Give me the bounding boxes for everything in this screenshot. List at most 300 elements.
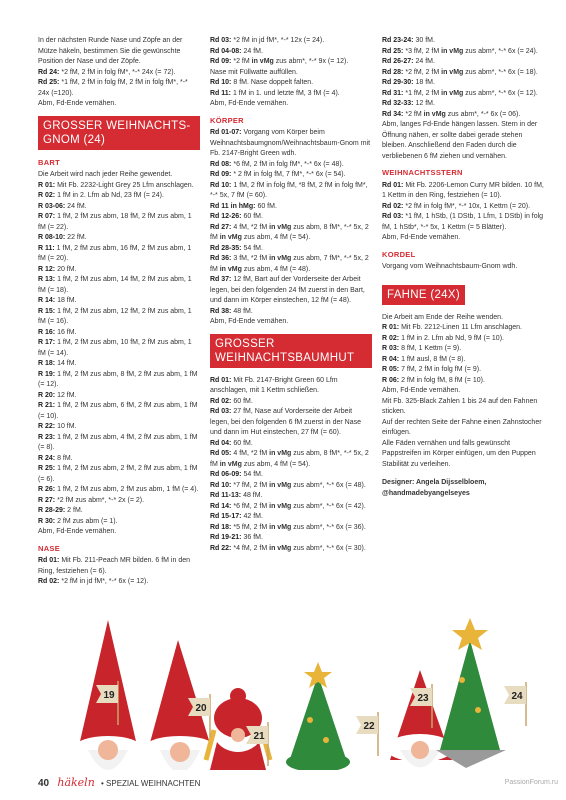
instruction-line [210,68,372,79]
row-label: Rd 10: [210,481,232,489]
row-label: Rd 12-26: [210,213,242,220]
row-label: R 26: [38,486,56,493]
row-text: Abm, Fd-Ende vernähen. [38,100,117,107]
instruction-line [210,317,372,328]
row-label: R 12: [38,265,56,273]
row-text: in vMg [269,450,292,457]
row-label: R 16: [38,328,56,336]
row-label: Rd 02: [382,202,404,210]
row-text: *2 fM in folg fM*, *-* 10x, 1 Kettm (= 20). [403,202,531,210]
instruction-line [210,89,372,100]
row-label: R 05: [382,366,400,373]
instruction-line [210,47,372,58]
row-text: Abm, Fd-Ende vernähen. [210,318,289,325]
instruction-line [382,110,544,121]
instruction-line [382,376,544,387]
row-label: R 24: [38,454,56,462]
row-text: in vMg [269,481,292,489]
row-text: 1 fM, 2 fM zus abm, 10 fM, 2 fM zus abm, 1 fM (= 14). [38,339,192,357]
row-text: 8 fM. Nase doppelt falten. [231,79,314,86]
row-text: Vorgang vom Weihnachtsbaum-Gnom wdh. [382,263,518,270]
baumhut-instructions [210,376,372,555]
row-text: 1 fM in 1. und letzte fM, 3 fM (= 4). [231,89,340,97]
instruction-line [210,275,372,307]
row-text: 22 fM. [65,234,87,241]
instruction-line [38,577,200,588]
row-label: Rd 04: [210,439,232,447]
instruction-line [210,307,372,318]
instruction-line [38,170,200,181]
row-label: R 13: [38,276,56,283]
row-label: Rd 03: [382,213,404,220]
row-label: R 15: [38,307,56,315]
row-text: 20 fM. [55,265,77,273]
instruction-line [382,212,544,233]
instruction-line [210,439,372,450]
row-text: 60 fM. [231,439,253,447]
nase-instructions [38,556,200,588]
row-text: in vMg [269,223,292,231]
instruction-line [38,68,200,79]
row-text: 4 fM, *2 fM [231,223,270,231]
row-label: Rd 05: [210,450,232,457]
row-label: Rd 24: [38,68,60,76]
instruction-line [210,254,372,275]
section-heading-gnom: GROSSER WEIHNACHTS-GNOM (24) [38,116,200,150]
row-text: 2 fM. [65,507,83,514]
row-text: Vorgang vom Körper beim Weihnachtsbaumgnom/Weihnachtsbaum-Gnom mit Fb. 2147-Bright Green wdh. [210,129,371,157]
instruction-line [38,275,200,296]
row-label: R 22: [38,423,56,430]
row-text: *2 fM in jd fM*, *-* 12x (= 24). [231,37,325,44]
instruction-line [38,391,200,402]
row-text: 48 fM. [231,307,253,315]
row-text: 4 fM, *2 fM [231,450,270,457]
row-text: *1 fM, 2 fM [403,89,442,97]
row-label: Rd 23-24: [382,37,414,44]
instruction-line [210,170,372,181]
row-label: R 28-29: [38,507,66,514]
flag-number: 19 [103,690,115,701]
subheading-koerper: KÖRPER [210,115,244,125]
instruction-line [38,78,200,99]
instruction-line [38,181,200,192]
row-text: 1 fM, 2 fM zus abm, 4 fM, 2 fM zus abm, 1 fM (= 8). [38,433,198,451]
row-text: 3 fM, *2 fM [231,255,270,262]
row-text: Abm, langes Fd-Ende hängen lassen. Stern in der Öffnung nähen, er sollte dabei gerade stehen bleiben. Anschließend den Faden durch die verbliebenen 6 fM ziehen und vernähen. [382,121,538,160]
instruction-line [210,78,372,89]
gnome-green-small [286,662,350,770]
row-label: R 02: [382,334,400,342]
row-text: 12 fM. [413,100,435,107]
row-text: in vMg [219,265,242,273]
row-label: Rd 10: [210,181,232,189]
row-text: 7 fM, 2 fM in folg fM (= 9). [399,366,482,373]
row-label: R 01: [382,324,400,331]
instruction-line [382,36,544,47]
row-label: R 11: [38,244,55,252]
row-text: *2 fM, 2 fM [403,68,442,76]
instruction-line [210,57,372,68]
row-text: in vMg [219,460,242,468]
instruction-line [38,527,200,538]
instruction-line [38,328,200,339]
row-label: Rd 22: [210,544,232,552]
row-text: *2 fM [231,58,252,65]
row-text: 18 fM. [55,297,77,304]
row-label: Rd 11: [210,89,232,97]
subheading-nase: NASE [38,543,61,553]
instruction-line [38,401,200,422]
nase-continued-text [210,36,372,110]
row-text: *2 fM, 2 fM in folg fM*, *-* 24x (= 72). [59,68,176,76]
row-text: 1 fM, 2 fM zus abm, 14 fM, 2 fM zus abm, 1 fM (= 18). [38,276,192,294]
row-label: Rd 02: [38,578,60,585]
row-text: Die Arbeit am Ende der Reihe wenden. [382,313,504,321]
row-text: in vMg [219,234,242,241]
row-text: Abm, Fd-Ende vernähen. [38,528,117,535]
row-text: in vMg [441,68,464,76]
row-text: In der nächsten Runde Nase und Zöpfe an der Mütze häkeln, bestimmen Sie die gewünschte Position der Nase und der Zöpfe. [38,37,183,65]
row-label: Rd 01: [38,557,60,564]
row-text: 1 fM, 2 fM zus abm, 12 fM, 2 fM zus abm, 1 fM (= 16). [38,307,192,325]
instruction-line [382,344,544,355]
row-text: 30 fM. [413,37,435,44]
row-text: Auf der rechten Seite der Fahne einen Zahnstocher einfügen. [382,418,542,436]
row-label: Rd 04-08: [210,47,242,55]
row-label: Rd 01: [210,376,232,384]
instruction-line [382,323,544,334]
row-label: Rd 15-17: [210,513,242,520]
row-label: Rd 19-21: [210,534,242,541]
row-label: R 14: [38,297,56,304]
row-text: 36 fM. [241,534,263,541]
row-text: 1 fM, 2 fM in folg fM, *8 fM, 2 fM in folg fM*, *-* 5x, 7 fM (= 60). [210,181,368,199]
instruction-line [382,439,544,471]
row-text: Mit Fb. 2147-Bright Green 60 Lfm anschlagen, mit 1 Kettm schließen. [210,376,338,394]
row-label: Rd 25: [382,47,404,55]
row-label: Rd 31: [382,89,404,97]
row-text: *1 fM, 1 hStb, (1 DStb, 1 Lfm, 1 DStb) in folg fM, 1 hStb*, *-* 5x, 1 Kettm (= 5 Blätter). [382,213,544,231]
row-label: Rd 02: [210,397,232,405]
row-label: R 23: [38,433,56,441]
row-text: 1 fM, 2 fM zus abm, 16 fM, 2 fM zus abm, 1 fM (= 20). [38,244,192,262]
row-label: R 21: [38,402,56,409]
row-label: R 19: [38,370,56,378]
row-text: zus abm*, *-* 6x (= 06). [445,110,521,118]
flag-number: 23 [417,693,429,704]
instruction-line [38,307,200,328]
instruction-line [382,355,544,366]
row-text: *2 fM [403,110,424,118]
row-text: 60 fM. [255,202,277,210]
row-text: 24 fM. [241,47,263,55]
mütze-finish-text [38,36,200,110]
row-text: in vMg [423,110,446,118]
instruction-line [210,481,372,492]
row-text: Mit Fb. 325-Black Zahlen 1 bis 24 auf den Fahnen sticken. [382,397,538,415]
row-label: Rd 08: [210,160,232,168]
row-label: Rd 09: [210,171,232,178]
row-text: 1 fM ausl, 8 fM (= 8). [399,355,466,363]
instruction-line [382,365,544,376]
flag-24 [504,682,526,726]
row-text: 1 fM, 2 fM zus abm, 2 fM, 2 fM zus abm, 1 fM (= 6). [38,465,198,483]
instruction-line [38,556,200,577]
kordel-instructions [382,262,544,273]
instruction-line [38,202,200,213]
instruction-line [38,496,200,507]
section-heading-fahne: FAHNE (24X) [382,285,465,305]
row-text: in vMg [441,47,464,55]
flag-number: 24 [511,691,523,702]
column-3 [382,36,544,499]
instruction-line [210,181,372,202]
row-text: * 2 fM in folg fM, 7 fM*, *-* 6x (= 54). [231,171,346,178]
page-number: 40 [38,778,50,789]
row-text: in vMg [269,523,292,531]
column-2 [210,36,372,554]
row-text: 12 fM. [55,391,77,399]
stern-instructions [382,181,544,244]
instruction-line [38,191,200,202]
row-text: Mit Fb. 2232-Light Grey 25 Lfm anschlagen. [55,181,194,189]
instruction-line [382,418,544,439]
row-text: 24 fM. [413,58,435,65]
instruction-line [382,233,544,244]
row-text: 60 fM. [231,397,253,405]
row-text: Mit Fb. 211-Peach MR bilden. 6 fM in den Ring, festziehen (= 6). [38,557,191,575]
row-text: zus abm*, *-* 6x (= 24). [463,47,538,55]
gnome-green-tall [436,618,506,768]
row-label: Rd 11-13: [210,492,242,499]
row-text: 10 fM. [55,423,77,430]
row-text: 1 fM, 2 fM zus abm, 18 fM, 2 fM zus abm, 1 fM (= 22). [38,213,192,231]
row-text: in vMg [441,89,464,97]
instruction-line [38,99,200,110]
row-label: Rd 18: [210,523,232,531]
row-text: zus abm, 7 fM*, *-* 5x, 2 fM [210,255,369,273]
section-name: • SPEZIAL WEIHNACHTEN [101,779,201,788]
row-label: R 01: [38,181,56,189]
instruction-line [210,470,372,481]
gnome-illustration [0,600,566,770]
bart-instructions [38,170,200,538]
row-label: Rd 03: [210,408,232,415]
row-label: R 20: [38,391,56,399]
instruction-line [210,223,372,244]
instruction-line [210,99,372,110]
row-label: Rd 01: [382,181,404,189]
row-text: in vMg [269,502,292,510]
row-label: R 04: [382,355,400,363]
row-text: Abm, Fd-Ende vernähen. [382,234,461,241]
instruction-line [210,160,372,171]
row-text: *3 fM, 2 fM [403,47,442,55]
instruction-line [38,359,200,370]
flag-number: 22 [363,721,375,732]
row-text: zus abm*, *-* 6x (= 48). [291,481,366,489]
designer-credit: Designer: Angela Dijsselbloem, @handmadebyangelseyes [382,479,487,497]
instruction-line [382,78,544,89]
row-label: R 27: [38,496,56,504]
row-text: zus abm, 8 fM*, *-* 5x, 2 fM [210,450,369,468]
instruction-line [210,544,372,555]
row-text: 24 fM. [65,202,87,210]
row-label: Rd 01-07: [210,129,242,136]
fahne-instructions [382,313,544,471]
instruction-line [38,485,200,496]
row-label: Rd 29-30: [382,79,414,86]
row-text: *2 fM zus abm*, *-* 2x (= 2). [55,496,145,504]
instruction-line [38,464,200,485]
row-text: 16 fM. [55,328,77,336]
row-text: *4 fM, 2 fM [231,544,270,552]
row-label: R 18: [38,360,56,367]
row-text: 54 fM. [241,471,263,478]
row-text: zus abm*, *-* 6x (= 18). [463,68,538,76]
instruction-line [382,99,544,110]
instruction-line [38,244,200,265]
row-text: Mit Fb. 2206-Lemon Curry MR bilden. 10 fM, 1 Kettm in den Ring, festziehen (= 10). [382,181,544,199]
row-label: R 06: [382,376,400,384]
row-text: in vMg [251,58,274,65]
instruction-line [382,262,544,273]
row-text: zus abm, 4 fM (= 48). [241,265,311,273]
instruction-line [38,212,200,233]
row-text: zus abm, 4 fM (= 54). [241,234,311,241]
instruction-line [382,120,544,162]
row-text: Alle Fäden vernähen und falls gewünscht Pappstreifen im Körper einfügen, um den Puppen Stabilität zu verleihen. [382,439,536,468]
instruction-line [38,233,200,244]
row-text: 54 fM. [241,244,263,252]
row-text: *6 fM, 2 fM [231,502,270,510]
instruction-line [382,89,544,100]
row-label: Rd 10: [210,79,232,86]
row-text: zus abm, 8 fM*, *-* 5x, 2 fM [210,223,369,241]
instruction-line [210,523,372,534]
instruction-line [382,386,544,397]
instruction-line [210,128,372,160]
instruction-line [382,334,544,345]
instruction-line [382,397,544,418]
row-text: zus abm*, *-* 6x (= 36). [291,523,366,531]
row-label: Rd 37: [210,276,232,283]
instruction-line [38,422,200,433]
instruction-line [38,36,200,68]
row-text: zus abm*, *-* 6x (= 30). [291,544,366,552]
row-text: 1 fM, 2 fM zus abm, 2 fM zus abm, 1 fM (= 4). [55,486,199,493]
row-text: in vMg [269,255,292,262]
row-label: Rd 14: [210,502,232,510]
row-label: Rd 32-33: [382,100,414,107]
row-label: Rd 09: [210,58,232,65]
row-label: Rd 28: [382,68,404,76]
row-label: R 25: [38,465,56,472]
row-text: 2 fM in folg fM, 8 fM (= 10). [399,376,485,384]
row-text: zus abm*, *-* 6x (= 42). [291,502,366,510]
flag-22 [356,712,378,756]
instruction-line [38,454,200,465]
row-label: Rd 36: [210,255,232,262]
row-text: *6 fM, 2 fM in folg fM*, *-* 6x (= 48). [231,160,344,168]
instruction-line [382,68,544,79]
flag-number: 21 [253,731,265,742]
instruction-line [38,506,200,517]
row-text: 48 fM. [241,492,263,499]
row-text: 60 fM. [241,213,263,220]
column-1 [38,36,200,588]
row-text: 8 fM. [55,454,73,462]
row-text: *7 fM, 2 fM [231,481,270,489]
instruction-line [210,202,372,213]
instruction-line [210,491,372,502]
instruction-line [38,433,200,454]
instruction-line [210,407,372,439]
row-text: *5 fM, 2 fM [231,523,270,531]
instruction-line [38,517,200,528]
row-text: 18 fM. [413,79,435,86]
row-label: R 17: [38,339,56,346]
row-label: Rd 25: [38,79,60,86]
row-text: Mit Fb. 2212-Linen 11 Lfm anschlagen. [399,324,522,331]
instruction-line [382,57,544,68]
row-label: R 08-10: [38,234,66,241]
section-heading-baumhut: GROSSER WEIHNACHTSBAUMHUT [210,334,372,368]
row-text: 12 fM, Bart auf der Vorderseite der Arbeit legen, bei den folgenden 24 fM zuerst in den Bart, und dann im Körper einstechen, 12 fM (= 48). [210,276,365,304]
row-text: Abm, Fd-Ende vernähen. [382,387,461,394]
row-label: Rd 11 in hMg: [210,202,256,210]
instruction-line [210,533,372,544]
instruction-line [38,296,200,307]
row-label: R 07: [38,213,56,220]
row-label: R 02: [38,192,56,199]
row-text: 8 fM, 1 Kettm (= 9). [399,345,462,352]
row-label: R 03: [382,345,400,352]
instruction-line [210,397,372,408]
row-label: R 30: [38,517,56,525]
row-text: zus abm*, *-* 6x (= 12). [463,89,538,97]
magazine-brand: häkeln [57,776,95,789]
row-label: R 03-06: [38,202,66,210]
row-label: Rd 27: [210,223,232,231]
row-text: Abm, Fd-Ende vernähen. [210,100,289,107]
subheading-kordel: KORDEL [382,249,416,259]
row-label: Rd 03: [210,37,232,44]
row-text: 1 fM in 2. Lfm ab Nd, 9 fM (= 10). [399,334,504,342]
row-text: in vMg [269,544,292,552]
row-text: zus abm, 4 fM (= 54). [241,460,311,468]
flag-number: 20 [195,703,207,714]
row-text: Die Arbeit wird nach jeder Reihe gewendet. [38,171,173,178]
instruction-line [210,244,372,255]
instruction-line [38,370,200,391]
baumhut-continued-text [382,36,544,162]
row-text: *1 fM, 2 fM in folg fM, 2 fM in folg fM*, *-* 24x (=120). [38,79,188,97]
row-label: Rd 28-35: [210,244,242,252]
row-label: Rd 26-27: [382,58,414,65]
watermark: PassionForum.ru [504,779,558,786]
row-text: 2 fM zus abm (= 1). [55,517,118,525]
row-text: 42 fM. [241,513,263,520]
instruction-line [210,502,372,513]
row-text: 27 fM, Nase auf Vorderseite der Arbeit legen, bei den folgenden 6 fM zuerst in der Nase und dann im Hut einstechen, 27 fM (= 60). [210,408,361,436]
row-text: 1 fM, 2 fM zus abm, 8 fM, 2 fM zus abm, 1 fM (= 12). [38,370,198,388]
instruction-line [382,202,544,213]
instruction-line [382,313,544,324]
instruction-line [210,36,372,47]
koerper-instructions [210,128,372,328]
